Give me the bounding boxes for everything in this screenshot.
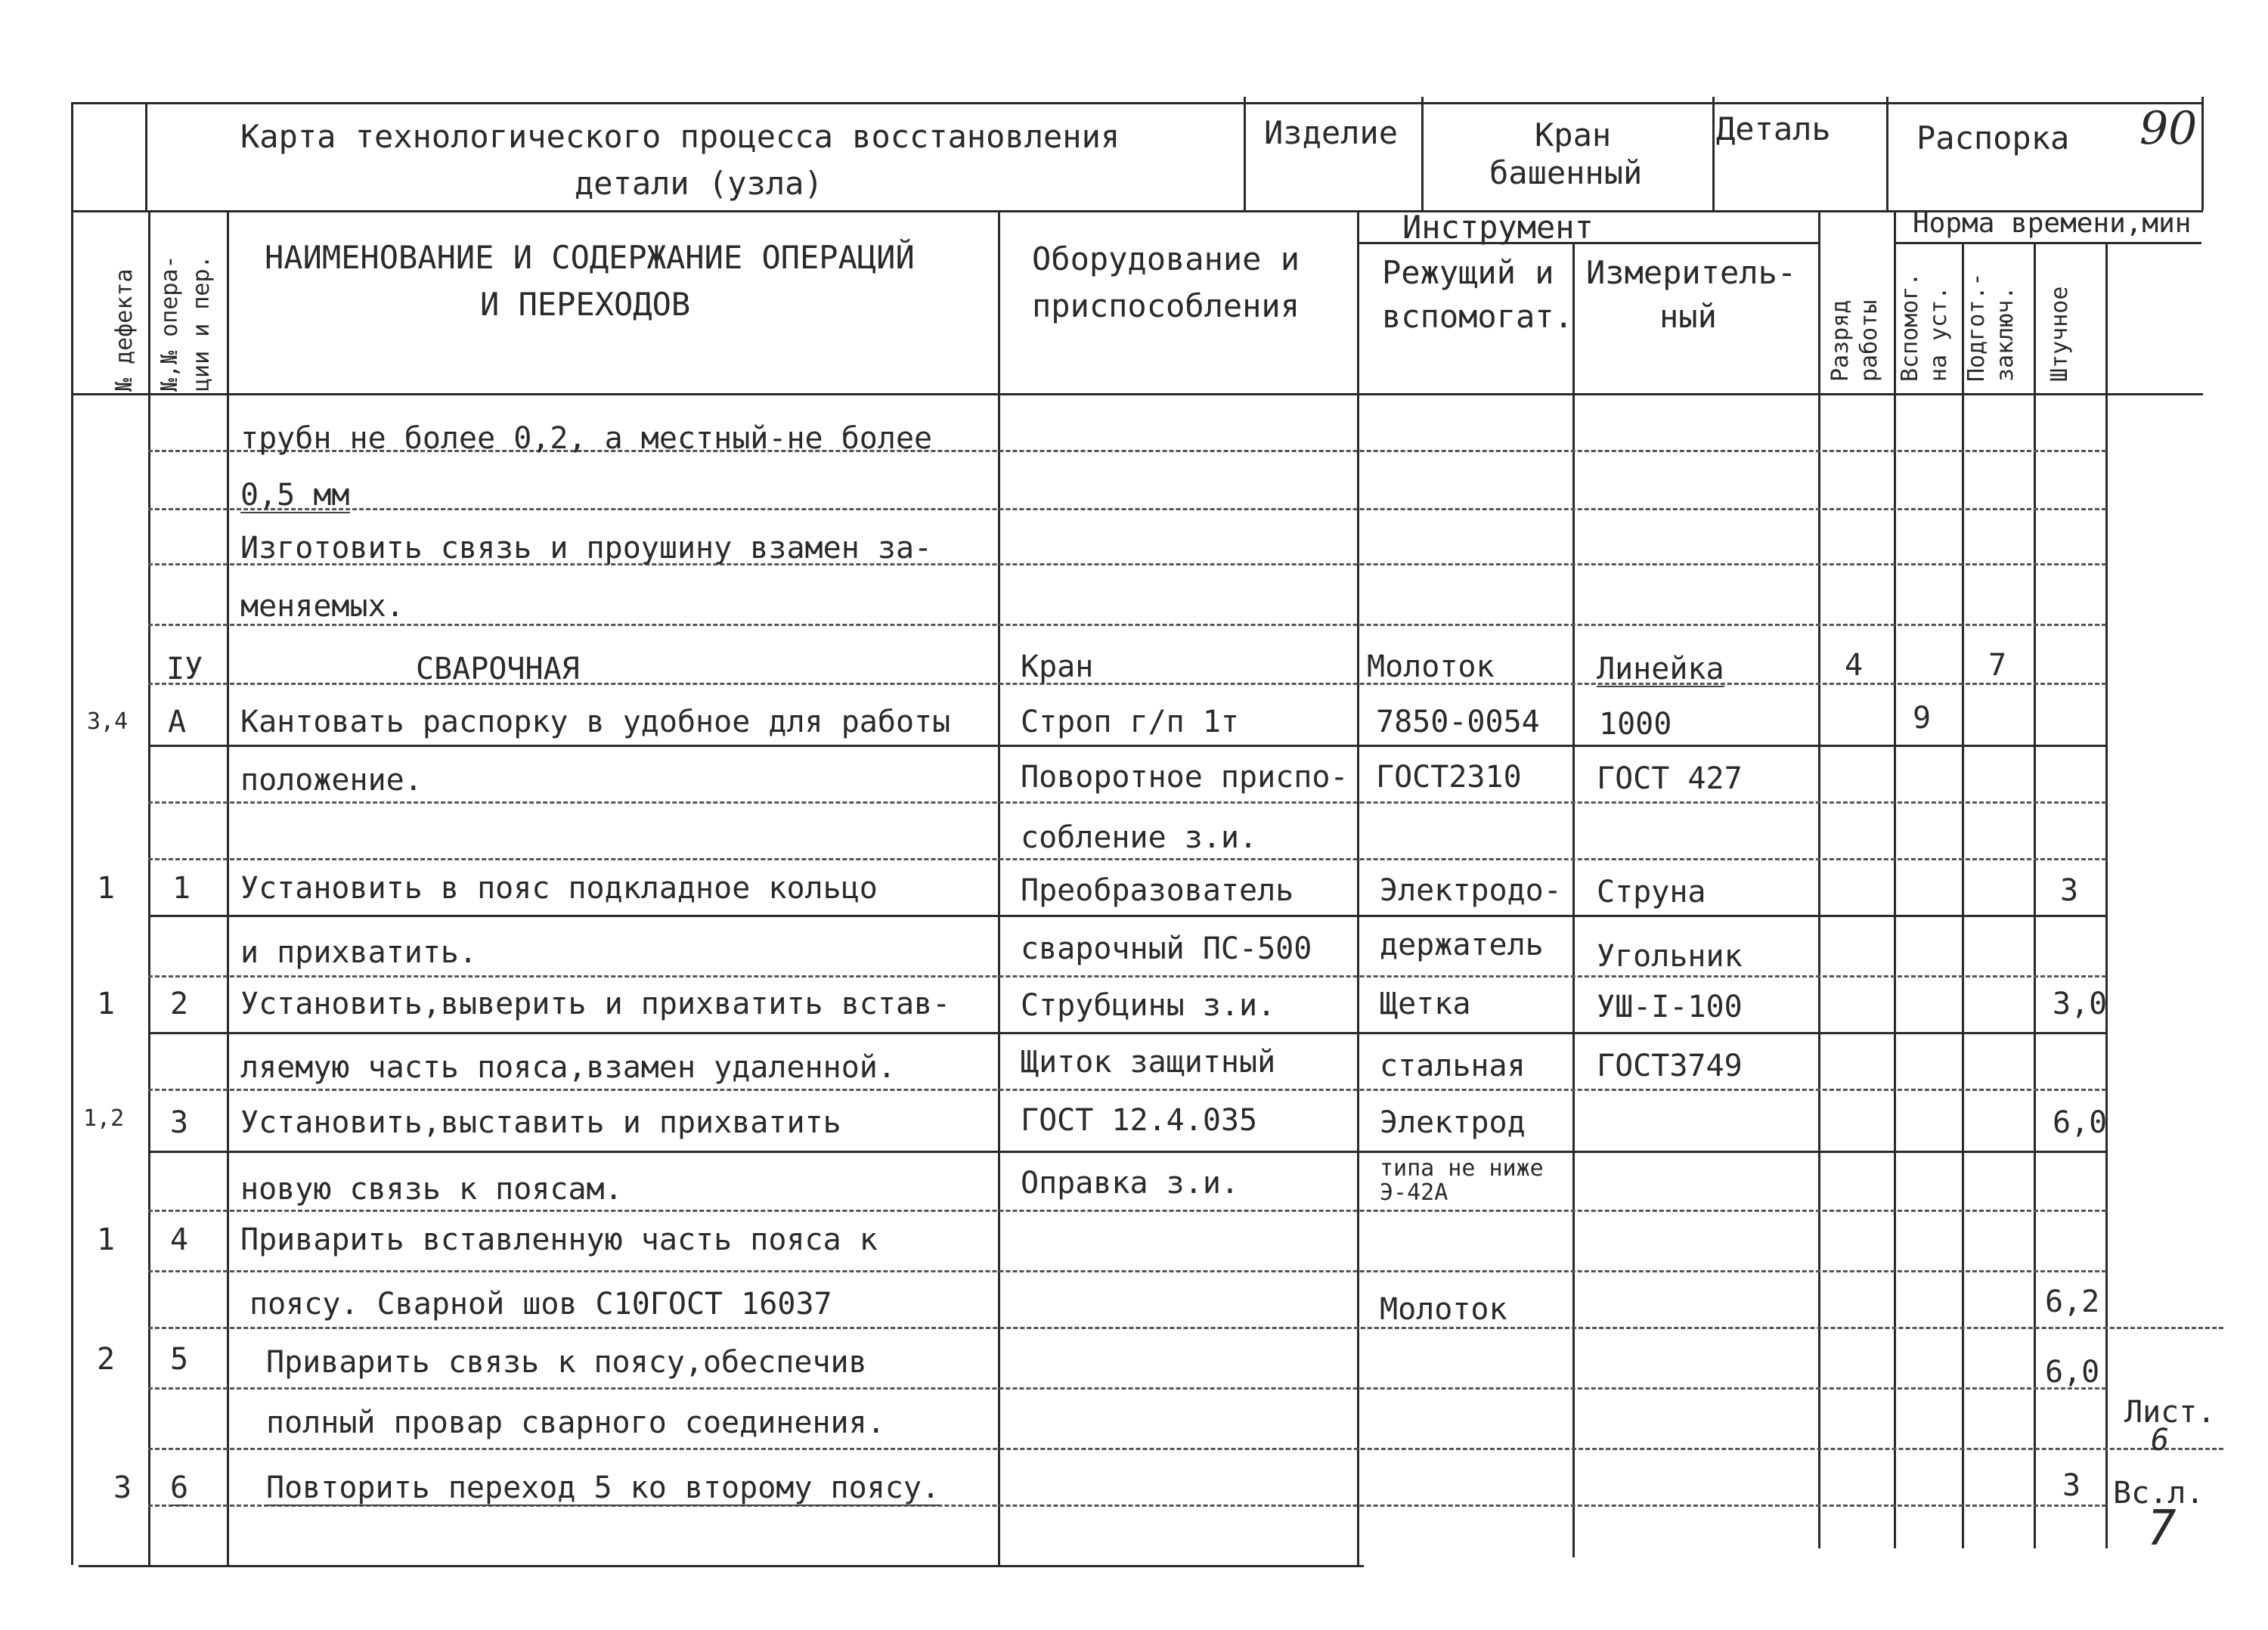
row-name: Установить,выставить и прихватить: [240, 1105, 841, 1140]
row-line: [148, 858, 2106, 860]
row-piece: 6,0: [2053, 1105, 2108, 1140]
row-piece: 6,0: [2045, 1355, 2100, 1390]
row-meas: Линейка: [1597, 652, 1724, 686]
col-header-prep-line2: заключ.: [1992, 286, 2019, 382]
row-line: [148, 1089, 2106, 1091]
frame-right-line: [2201, 97, 2204, 210]
col-header-name-line2: И ПЕРЕХОДОВ: [480, 286, 691, 323]
row-prep: 7: [1988, 648, 2007, 683]
row-piece: 3: [2060, 873, 2079, 908]
row-equip: Строп г/п 1т: [1021, 705, 1239, 739]
row-op: 4: [170, 1222, 189, 1257]
row-meas: УШ-I-100: [1597, 990, 1743, 1024]
row-name: Приварить связь к поясу,обеспечив: [266, 1345, 867, 1380]
col-header-grade-line1: Разряд: [1827, 299, 1854, 382]
col-header-time-norm: Норма времени,мин: [1913, 208, 2192, 239]
row-cut: Щетка: [1380, 987, 1471, 1021]
row-op: 2: [170, 987, 189, 1021]
row-line: [148, 801, 2106, 804]
row-name: новую связь к поясам.: [240, 1172, 623, 1207]
row-equip: Щиток защитный: [1021, 1045, 1276, 1080]
sheet-list-value: 6: [2151, 1423, 2170, 1458]
frame-left-line: [71, 102, 73, 1565]
row-name: Установить,выверить и прихватить встав-: [240, 987, 951, 1021]
row-name: Кантовать распорку в удобное для работы: [240, 705, 951, 739]
col-line-piece: [2034, 242, 2036, 1548]
row-equip: Поворотное приспо-: [1021, 760, 1349, 795]
header-bottom-line: [71, 210, 2203, 212]
row-piece: 6,2: [2045, 1284, 2100, 1319]
col-header-name-line1: НАИМЕНОВАНИЕ И СОДЕРЖАНИЕ ОПЕРАЦИЙ: [265, 239, 915, 276]
row-cut: стальная: [1380, 1049, 1526, 1083]
row-name: 0,5 мм: [240, 478, 350, 513]
row-name: Установить в пояс подкладное кольцо: [240, 871, 878, 906]
time-norm-sub-line: [1894, 242, 2201, 244]
detal-value: Распорка: [1916, 119, 2070, 156]
col-line-grade: [1818, 210, 1820, 1548]
row-name: Изготовить связь и проушину взамен за-: [240, 531, 933, 566]
row-line: [148, 1032, 2106, 1034]
row-op: А: [168, 705, 187, 739]
row-equip: собление з.и.: [1021, 820, 1258, 855]
row-op: 6: [170, 1470, 189, 1505]
row-name: Повторить переход 5 ко второму поясу.: [266, 1470, 940, 1505]
header-izdelie-left-line: [1244, 97, 1246, 210]
izdelie-value-line2: башенный: [1489, 154, 1643, 191]
row-line: [148, 624, 2106, 626]
row-cut: 7850-0054: [1376, 705, 1540, 739]
row-cut: типа не ниже Э-42А: [1380, 1155, 1544, 1206]
row-defect: 1: [97, 1222, 116, 1257]
row-equip: Струбцины з.и.: [1021, 988, 1276, 1023]
row-defect: 1: [97, 987, 116, 1021]
row-defect: 2: [97, 1342, 116, 1377]
detal-label: Деталь: [1716, 110, 1831, 147]
col-header-grade-line2: работы: [1856, 299, 1882, 382]
row-line: [148, 975, 2106, 978]
col-header-measuring-line1: Измеритель-: [1586, 254, 1797, 291]
col-header-op-line2: ции и пер.: [188, 255, 215, 392]
col-header-piece: Штучное: [2046, 286, 2073, 382]
col-header-aux-line2: на уст.: [1926, 286, 1952, 382]
row-cut: Молоток: [1380, 1292, 1507, 1327]
header-title-left-line: [145, 102, 147, 210]
row-name: положение.: [240, 763, 423, 798]
col-header-cutting-line1: Режущий и: [1382, 254, 1554, 291]
row-name: меняемых.: [240, 589, 404, 624]
row-defect: 1: [97, 871, 116, 906]
row-name: трубн не более 0,2, а местный-не более: [240, 421, 933, 456]
row-aux: 9: [1913, 701, 1932, 736]
col-line-aux: [1894, 210, 1896, 1548]
col-line-equip: [998, 210, 1000, 1565]
col-line-instrument: [1357, 210, 1359, 1565]
col-header-defect: № дефекта: [111, 268, 138, 392]
row-name: поясу. Сварной шов С10ГОСТ 16037: [249, 1287, 832, 1322]
card-title-line1: Карта технологического процесса восстановления: [240, 118, 1120, 155]
col-line-prep: [1962, 242, 1964, 1548]
izdelie-value-line1: Кран: [1535, 116, 1612, 153]
row-meas: ГОСТ3749: [1597, 1049, 1743, 1083]
row-op: 5: [170, 1342, 189, 1377]
row-line: [148, 508, 2106, 510]
col-header-op-line1: №,№ опера-: [156, 255, 183, 392]
sheet-list-label: Лист.: [2124, 1395, 2216, 1430]
row-meas: Струна: [1597, 875, 1706, 910]
row-line: [148, 1448, 2223, 1450]
row-defect: 3: [113, 1470, 132, 1505]
row-piece: 3: [2062, 1468, 2081, 1503]
row-equip: Кран: [1021, 649, 1094, 684]
row-defect: 3,4: [87, 708, 129, 735]
row-cut: Электродо-: [1380, 873, 1562, 908]
header-detal-left-line: [1712, 97, 1715, 210]
row-equip: Преобразователь: [1021, 873, 1294, 908]
header-izdelie-value-left-line: [1421, 97, 1424, 210]
row-cut: Молоток: [1367, 649, 1495, 684]
row-name: ляемую часть пояса,взамен удаленной.: [240, 1050, 896, 1085]
col-header-equip-line2: приспособления: [1032, 287, 1300, 324]
col-header-prep-line1: Подгот.-: [1963, 272, 1990, 382]
row-op: 3: [170, 1105, 189, 1140]
row-equip: Оправка з.и.: [1021, 1166, 1239, 1201]
row-line: [148, 1327, 2223, 1329]
row-name: и прихватить.: [240, 935, 478, 970]
row-piece: 3,0: [2053, 987, 2108, 1021]
sheet-total-label: Вс.л.: [2113, 1476, 2204, 1511]
row-line: [148, 915, 2106, 917]
row-cut: держатель: [1380, 928, 1544, 962]
row-line: [148, 745, 2106, 747]
card-title-line2: детали (узла): [575, 165, 823, 202]
page-number: 90: [2139, 102, 2198, 155]
sheet-total-value: 7: [2147, 1501, 2177, 1557]
row-op: IУ: [166, 652, 203, 686]
row-cut: Электрод: [1380, 1105, 1526, 1140]
row-equip: ГОСТ 12.4.035: [1021, 1103, 1258, 1138]
row-line: [148, 1210, 2106, 1212]
row-line: [148, 1387, 2106, 1390]
col-line-measuring: [1572, 242, 1575, 1557]
row-name: Приварить вставленную часть пояса к: [240, 1222, 878, 1257]
row-meas: 1000: [1599, 707, 1672, 742]
row-meas: ГОСТ 427: [1597, 761, 1743, 796]
col-header-measuring-line2: ный: [1659, 298, 1717, 335]
header-detal-value-left-line: [1886, 97, 1888, 210]
row-name: полный провар сварного соединения.: [266, 1405, 885, 1440]
row-grade: 4: [1845, 648, 1864, 683]
row-line: [148, 1270, 2106, 1272]
col-header-equip-line1: Оборудование и: [1032, 240, 1300, 277]
row-cut: ГОСТ2310: [1376, 760, 1522, 795]
frame-top-line: [71, 102, 2203, 104]
row-meas: Угольник: [1597, 939, 1743, 974]
row-name: СВАРОЧНАЯ: [416, 652, 580, 686]
row-op: 1: [172, 871, 191, 906]
col-line-name: [227, 210, 229, 1565]
col-line-extra: [2105, 242, 2108, 1548]
izdelie-label: Изделие: [1264, 114, 1399, 151]
row-defect: 1,2: [83, 1105, 125, 1132]
col-line-op: [148, 210, 150, 1565]
row-line: [148, 1151, 2106, 1153]
column-header-bottom-line: [71, 393, 2203, 395]
frame-bottom-line: [79, 1565, 1364, 1567]
col-header-cutting-line2: вспомогат.: [1382, 298, 1573, 335]
col-header-aux-line1: Вспомог.: [1897, 272, 1923, 382]
row-equip: сварочный ПС-500: [1021, 931, 1312, 966]
col-header-instrument: Инструмент: [1402, 209, 1594, 246]
